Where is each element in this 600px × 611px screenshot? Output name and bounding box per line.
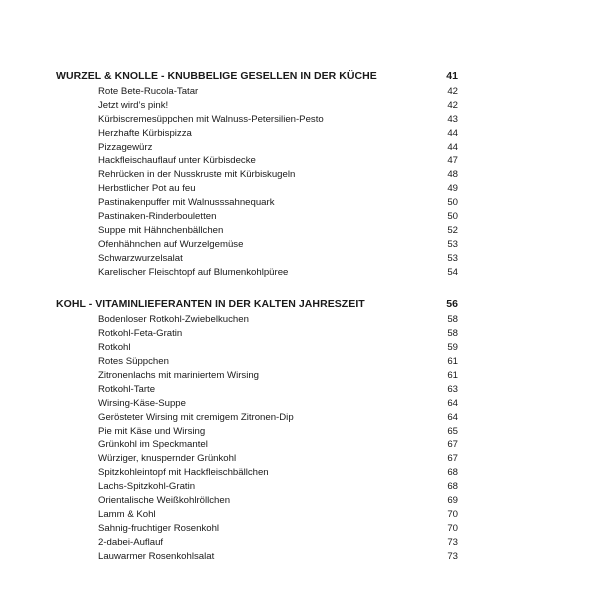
entry-title: Würziger, knuspernder Grünkohl (98, 453, 237, 465)
section-header (56, 68, 458, 84)
entry-page-number: 70 (447, 522, 458, 534)
entry-page-number: 59 (447, 342, 458, 354)
entry-title: Rotkohl-Feta-Gratin (98, 328, 183, 340)
entry-title: Lachs-Spitzkohl-Gratin (98, 481, 196, 493)
toc-entry (56, 196, 458, 210)
entry-title: Pizzagewürz (98, 141, 153, 153)
toc-entry (56, 425, 458, 439)
entry-title: Zitronenlachs mit mariniertem Wirsing (98, 370, 259, 382)
entry-title: Sahnig-fruchtiger Rosenkohl (98, 522, 220, 534)
entry-page-number: 67 (447, 439, 458, 451)
entry-title: Schwarzwurzelsalat (98, 252, 183, 264)
entry-page-number: 53 (447, 238, 458, 250)
entry-title: Karelischer Fleischtopf auf Blumenkohlpüree (98, 266, 289, 278)
entry-page-number: 61 (447, 356, 458, 368)
entry-title: 2-dabei-Auflauf (98, 536, 164, 548)
entry-page-number: 47 (447, 155, 458, 167)
toc-entry (56, 411, 458, 425)
toc-entry (56, 266, 458, 280)
toc-entry (56, 238, 458, 252)
entry-page-number: 52 (447, 224, 458, 236)
entry-title: Grünkohl im Speckmantel (98, 439, 208, 451)
entry-title: Kürbiscremesüppchen mit Walnuss-Petersilien-Pesto (98, 113, 324, 125)
entry-page-number: 68 (447, 481, 458, 493)
entry-title: Rotkohl (98, 342, 131, 354)
toc-entry (56, 113, 458, 127)
section-title: WURZEL & KNOLLE - KNUBBELIGE GESELLEN IN DER KÜCHE (56, 70, 377, 82)
entry-page-number: 63 (447, 383, 458, 395)
entry-title: Rotes Süppchen (98, 356, 169, 368)
toc-entry (56, 536, 458, 550)
entry-page-number: 68 (447, 467, 458, 479)
toc-entry (56, 210, 458, 224)
entry-title: Rote Bete-Rucola-Tatar (98, 86, 199, 97)
section-page-number: 41 (446, 70, 458, 82)
entry-page-number: 50 (447, 197, 458, 209)
toc-entry (56, 327, 458, 341)
toc-entry (56, 182, 458, 196)
entry-title: Pie mit Käse und Wirsing (98, 425, 206, 437)
entry-page-number: 58 (447, 328, 458, 340)
toc-entry (56, 85, 458, 99)
entry-title: Bodenloser Rotkohl-Zwiebelkuchen (98, 314, 249, 326)
entry-title: Rehrücken in der Nusskruste mit Kürbiskugeln (98, 169, 296, 181)
section-header (56, 296, 458, 312)
entry-title: Jetzt wird’s pink! (98, 99, 169, 111)
entry-page-number: 67 (447, 453, 458, 465)
entry-page-number: 61 (447, 370, 458, 382)
entry-title: Ofenhähnchen auf Wurzelgemüse (98, 238, 244, 250)
entry-title: Herzhafte Kürbispizza (98, 127, 192, 139)
toc-entry (56, 141, 458, 155)
entry-page-number: 43 (447, 113, 458, 125)
toc-entry (56, 252, 458, 266)
toc-entry (56, 369, 458, 383)
toc-entry (56, 397, 458, 411)
toc-entry (56, 224, 458, 238)
toc-entry (56, 99, 458, 113)
toc-entry (56, 383, 458, 397)
entry-title: Wirsing-Käse-Suppe (98, 397, 186, 409)
toc-entry (56, 341, 458, 355)
toc-entry (56, 466, 458, 480)
entry-title: Orientalische Weißkohlröllchen (98, 495, 231, 507)
toc-entry (56, 168, 458, 182)
toc-entry (56, 355, 458, 369)
entry-title: Hackfleischauflauf unter Kürbisdecke (98, 155, 256, 167)
entry-page-number: 50 (447, 211, 458, 223)
entry-page-number: 65 (447, 425, 458, 437)
entry-page-number: 53 (447, 252, 458, 264)
entry-page-number: 64 (447, 397, 458, 409)
toc-entry (56, 494, 458, 508)
entry-page-number: 44 (447, 127, 458, 139)
toc-entry (56, 154, 458, 168)
entry-page-number: 64 (447, 411, 458, 423)
entry-title: Pastinaken-Rinderbouletten (98, 211, 217, 223)
entry-page-number: 73 (447, 536, 458, 548)
entry-page-number: 42 (447, 86, 458, 97)
entry-page-number: 54 (447, 266, 458, 278)
entry-page-number: 49 (447, 183, 458, 195)
entry-page-number: 70 (447, 508, 458, 520)
toc-entry (56, 508, 458, 522)
entry-page-number: 58 (447, 314, 458, 326)
toc-section-wurzel-knolle (56, 68, 458, 279)
entry-title: Rotkohl-Tarte (98, 383, 156, 395)
toc-entry (56, 452, 458, 466)
entry-page-number: 69 (447, 495, 458, 507)
toc-section-kohl (56, 296, 458, 563)
section-page-number: 56 (446, 298, 458, 311)
toc-entry (56, 550, 458, 564)
entry-title: Pastinakenpuffer mit Walnusssahnequark (98, 197, 275, 209)
table-of-contents (56, 68, 458, 581)
entry-title: Gerösteter Wirsing mit cremigem Zitronen-Dip (98, 411, 294, 423)
entry-page-number: 48 (447, 169, 458, 181)
toc-entry (56, 313, 458, 327)
toc-entry (56, 438, 458, 452)
toc-entry (56, 480, 458, 494)
entry-page-number: 42 (447, 99, 458, 111)
toc-entry (56, 522, 458, 536)
entry-page-number: 44 (447, 141, 458, 153)
entry-title: Spitzkohleintopf mit Hackfleischbällchen (98, 467, 269, 479)
entry-title: Herbstlicher Pot au feu (98, 183, 196, 195)
entry-title: Lauwarmer Rosenkohlsalat (98, 550, 215, 562)
toc-entry (56, 127, 458, 141)
entry-title: Lamm & Kohl (98, 508, 156, 520)
entry-title: Suppe mit Hähnchenbällchen (98, 224, 224, 236)
section-title: KOHL - VITAMINLIEFERANTEN IN DER KALTEN JAHRESZEIT (56, 298, 365, 311)
entry-page-number: 73 (447, 550, 458, 562)
